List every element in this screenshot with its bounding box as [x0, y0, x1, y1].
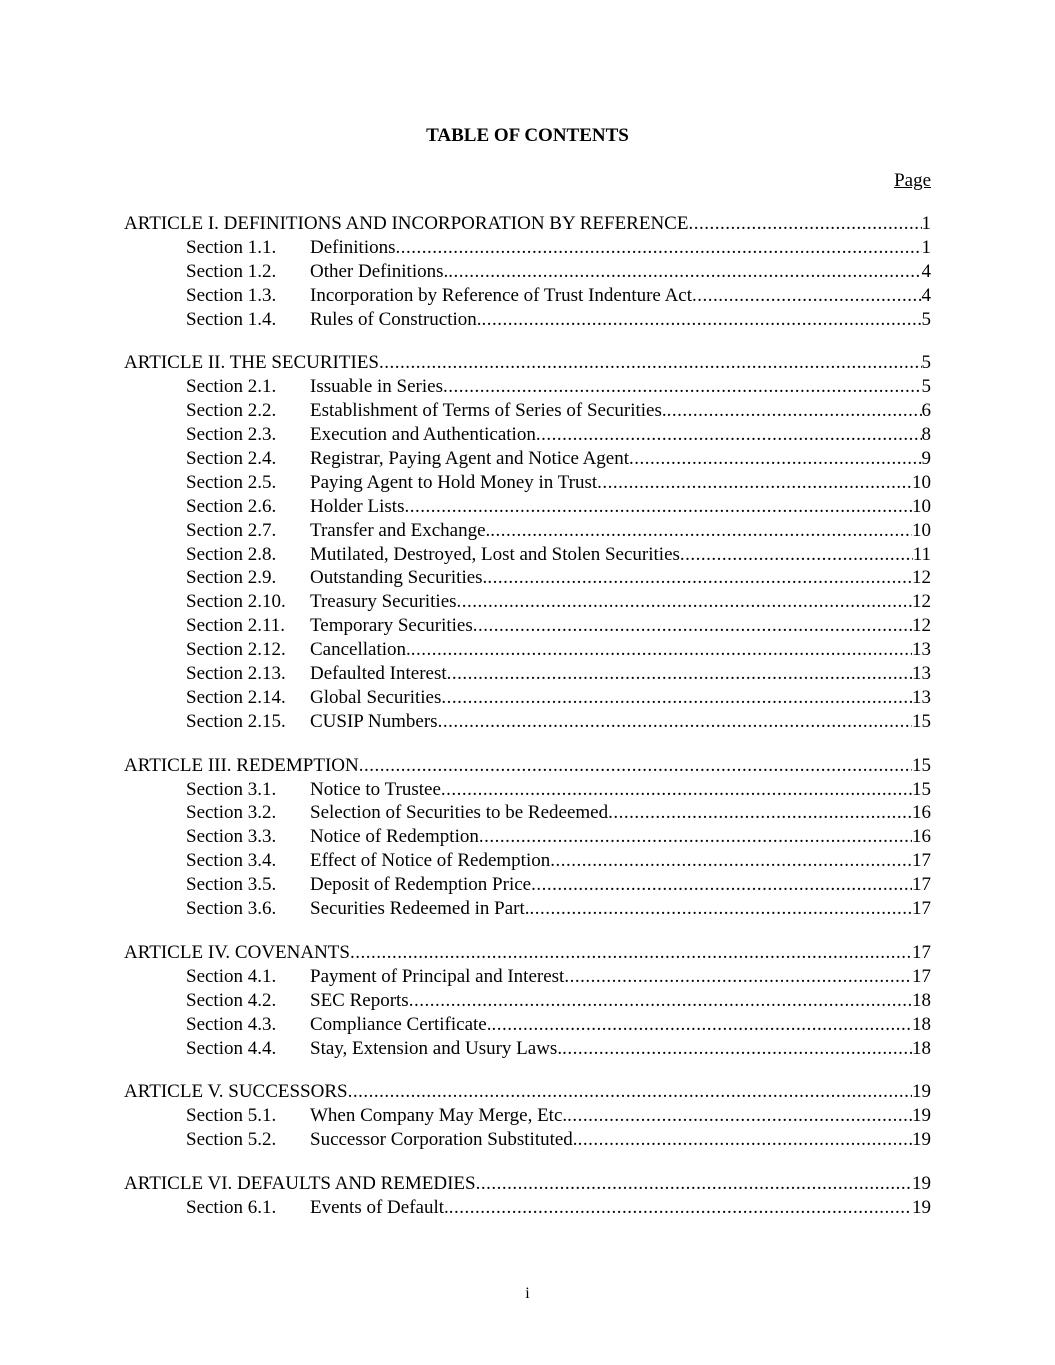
section-title: Holder Lists — [310, 495, 405, 517]
toc-section-row[interactable] — [124, 801, 931, 825]
section-number: Section 3.1. — [186, 778, 277, 800]
dot-leader — [536, 423, 922, 447]
dot-leader — [476, 1172, 912, 1196]
dot-leader — [531, 873, 912, 897]
toc-section-row[interactable] — [124, 375, 931, 399]
dot-leader — [667, 399, 922, 423]
section-number: Section 3.3. — [186, 826, 277, 848]
dot-leader — [457, 590, 912, 614]
dot-leader — [448, 260, 921, 284]
section-number: Section 2.4. — [186, 448, 277, 470]
toc-section-row[interactable] — [124, 638, 931, 662]
section-number: Section 3.5. — [186, 874, 277, 896]
article-title: ARTICLE VI. DEFAULTS AND REMEDIES — [124, 1173, 476, 1195]
section-title: Rules of Construction. — [310, 308, 482, 330]
article-title: ARTICLE III. REDEMPTION — [124, 754, 359, 776]
toc-section-row[interactable] — [124, 423, 931, 447]
section-title: Notice of Redemption — [310, 826, 479, 848]
toc-section-row[interactable] — [124, 614, 931, 638]
toc-section-row[interactable] — [124, 1128, 931, 1152]
section-title: Successor Corporation Substituted. — [310, 1129, 578, 1151]
section-number: Section 2.1. — [186, 376, 277, 398]
section-number: Section 2.12. — [186, 639, 286, 661]
toc-section-row[interactable] — [124, 989, 931, 1013]
dot-leader — [379, 351, 922, 375]
page-number: 6 — [921, 400, 931, 422]
section-title: Issuable in Series — [310, 376, 443, 398]
page-number: 19 — [912, 1129, 931, 1151]
toc-section-row[interactable] — [124, 897, 931, 921]
dot-leader — [473, 614, 912, 638]
toc-section-row[interactable] — [124, 284, 931, 308]
section-number: Section 1.3. — [186, 284, 277, 306]
dot-leader — [479, 825, 912, 849]
page-number: 5 — [921, 352, 931, 374]
section-number: Section 2.13. — [186, 663, 286, 685]
section-number: Section 2.3. — [186, 424, 277, 446]
page-number: 19 — [912, 1196, 931, 1218]
section-title: Outstanding Securities. — [310, 567, 488, 589]
toc-section-row[interactable] — [124, 543, 931, 567]
toc-section-row[interactable] — [124, 1037, 931, 1061]
section-title: Global Securities — [310, 686, 442, 708]
section-title: When Company May Merge, Etc. — [310, 1105, 568, 1127]
section-number: Section 4.4. — [186, 1037, 277, 1059]
page-number: 15 — [912, 754, 931, 776]
toc-article-row[interactable] — [124, 1080, 931, 1104]
section-title: Stay, Extension and Usury Laws. — [310, 1037, 563, 1059]
section-number: Section 1.4. — [186, 308, 277, 330]
toc-article-row[interactable] — [124, 212, 931, 236]
section-number: Section 2.14. — [186, 686, 286, 708]
dot-leader — [348, 1080, 912, 1104]
dot-leader — [438, 710, 912, 734]
toc-section-row[interactable] — [124, 566, 931, 590]
section-title: Deposit of Redemption Price — [310, 874, 532, 896]
page-number: 19 — [912, 1173, 931, 1195]
toc-section-row[interactable] — [124, 778, 931, 802]
toc-article-row[interactable] — [124, 941, 931, 965]
toc-article-row[interactable] — [124, 1172, 931, 1196]
section-title: Mutilated, Destroyed, Lost and Stolen Securities — [310, 543, 680, 565]
section-number: Section 2.15. — [186, 710, 286, 732]
dot-leader — [396, 236, 922, 260]
article-group — [124, 212, 931, 331]
page-number: 10 — [912, 471, 931, 493]
section-number: Section 2.6. — [186, 495, 277, 517]
article-title: ARTICLE V. SUCCESSORS — [124, 1081, 348, 1103]
toc-section-row[interactable] — [124, 471, 931, 495]
toc-section-row[interactable] — [124, 447, 931, 471]
dot-leader — [562, 1037, 912, 1061]
page-number: 15 — [912, 778, 931, 800]
section-number: Section 5.1. — [186, 1105, 277, 1127]
toc-section-row[interactable] — [124, 686, 931, 710]
section-title: Events of Default. — [310, 1196, 449, 1218]
page-number: 13 — [912, 686, 931, 708]
section-title: Compliance Certificate. — [310, 1013, 492, 1035]
dot-leader — [692, 284, 921, 308]
page-number: 12 — [912, 591, 931, 613]
toc-section-row[interactable] — [124, 260, 931, 284]
toc-section-row[interactable] — [124, 849, 931, 873]
section-title: Notice to Trustee — [310, 778, 441, 800]
dot-leader — [550, 849, 912, 873]
page-footer-number: i — [525, 1285, 530, 1302]
dot-leader — [359, 754, 912, 778]
toc-section-row[interactable] — [124, 1196, 931, 1220]
article-group — [124, 754, 931, 921]
page-number: 13 — [912, 639, 931, 661]
dot-leader — [441, 686, 912, 710]
section-title: Registrar, Paying Agent and Notice Agent — [310, 448, 630, 470]
page-number: 18 — [912, 1013, 931, 1035]
section-number: Section 3.2. — [186, 802, 277, 824]
page-number: 16 — [912, 802, 931, 824]
section-title: Securities Redeemed in Part. — [310, 898, 530, 920]
page-number: 17 — [912, 965, 931, 987]
page-number: 5 — [921, 376, 931, 398]
section-title: Payment of Principal and Interest — [310, 965, 565, 987]
toc-section-row[interactable] — [124, 1013, 931, 1037]
toc-title: TABLE OF CONTENTS — [426, 125, 629, 146]
page-number: 8 — [921, 424, 931, 446]
dot-leader — [441, 778, 912, 802]
section-number: Section 2.7. — [186, 519, 277, 541]
section-number: Section 2.5. — [186, 471, 277, 493]
section-title: Cancellation. — [310, 639, 411, 661]
page-number: 17 — [912, 941, 931, 963]
toc-section-row[interactable] — [124, 590, 931, 614]
toc-section-row[interactable] — [124, 662, 931, 686]
section-title: Other Definitions. — [310, 260, 449, 282]
page-number: 1 — [921, 236, 931, 258]
page-number: 12 — [912, 615, 931, 637]
dot-leader — [491, 1013, 912, 1037]
dot-leader — [629, 447, 921, 471]
section-title: Paying Agent to Hold Money in Trust — [310, 471, 598, 493]
section-number: Section 1.2. — [186, 260, 277, 282]
toc-article-row[interactable] — [124, 754, 931, 778]
dot-leader — [680, 543, 913, 567]
dot-leader — [404, 495, 912, 519]
section-title: Transfer and Exchange. — [310, 519, 491, 541]
section-title: Definitions — [310, 236, 396, 258]
dot-leader — [411, 638, 912, 662]
page-number: 5 — [921, 308, 931, 330]
toc-section-row[interactable] — [124, 1104, 931, 1128]
article-title: ARTICLE IV. COVENANTS — [124, 941, 350, 963]
dot-leader — [487, 566, 912, 590]
dot-leader — [350, 941, 912, 965]
dot-leader — [688, 212, 921, 236]
dot-leader — [578, 1128, 912, 1152]
section-number: Section 1.1. — [186, 236, 277, 258]
dot-leader — [482, 308, 922, 332]
dot-leader — [490, 519, 912, 543]
page-number: 4 — [921, 284, 931, 306]
section-title: Establishment of Terms of Series of Securities. — [310, 400, 667, 422]
page-number: 18 — [912, 989, 931, 1011]
dot-leader — [567, 1104, 912, 1128]
page-number: 17 — [912, 850, 931, 872]
dot-leader — [447, 662, 912, 686]
page-number: 11 — [912, 543, 931, 565]
section-title: Defaulted Interest — [310, 663, 447, 685]
toc-section-row[interactable] — [124, 399, 931, 423]
section-number: Section 4.3. — [186, 1013, 277, 1035]
toc-section-row[interactable] — [124, 236, 931, 260]
dot-leader — [449, 1196, 912, 1220]
section-number: Section 2.8. — [186, 543, 277, 565]
section-title: SEC Reports — [310, 989, 409, 1011]
page-number: 4 — [921, 260, 931, 282]
page-number: 17 — [912, 874, 931, 896]
section-number: Section 5.2. — [186, 1129, 277, 1151]
article-title: ARTICLE I. DEFINITIONS AND INCORPORATION BY REFERENCE — [124, 213, 689, 234]
section-number: Section 6.1. — [186, 1196, 277, 1218]
section-title: CUSIP Numbers — [310, 710, 438, 732]
page-column-label: Page — [894, 170, 931, 191]
table-of-contents — [124, 212, 931, 1240]
section-title: Incorporation by Reference of Trust Indenture Act — [310, 284, 693, 306]
toc-section-row[interactable] — [124, 965, 931, 989]
toc-section-row[interactable] — [124, 710, 931, 734]
toc-section-row[interactable] — [124, 873, 931, 897]
section-number: Section 3.6. — [186, 898, 277, 920]
page-number: 19 — [912, 1105, 931, 1127]
section-number: Section 2.9. — [186, 567, 277, 589]
article-group — [124, 941, 931, 1060]
toc-article-row[interactable] — [124, 351, 931, 375]
page-number: 10 — [912, 495, 931, 517]
page-number: 15 — [912, 710, 931, 732]
section-number: Section 2.10. — [186, 591, 286, 613]
article-group — [124, 351, 931, 733]
section-title: Temporary Securities — [310, 615, 473, 637]
page-number: 13 — [912, 663, 931, 685]
dot-leader — [530, 897, 913, 921]
dot-leader — [443, 375, 922, 399]
article-title: ARTICLE II. THE SECURITIES — [124, 352, 379, 374]
page-number: 18 — [912, 1037, 931, 1059]
dot-leader — [608, 801, 912, 825]
toc-section-row[interactable] — [124, 825, 931, 849]
section-number: Section 4.1. — [186, 965, 277, 987]
section-number: Section 3.4. — [186, 850, 277, 872]
page-number: 17 — [912, 898, 931, 920]
article-group — [124, 1172, 931, 1220]
toc-section-row[interactable] — [124, 308, 931, 332]
page-number: 19 — [912, 1081, 931, 1103]
dot-leader — [409, 989, 912, 1013]
section-number: Section 2.11. — [186, 615, 286, 637]
section-title: Effect of Notice of Redemption — [310, 850, 551, 872]
section-title: Selection of Securities to be Redeemed — [310, 802, 609, 824]
section-number: Section 4.2. — [186, 989, 277, 1011]
page-number: 1 — [921, 213, 931, 234]
page-number: 9 — [921, 448, 931, 470]
page-number: 16 — [912, 826, 931, 848]
section-title: Execution and Authentication — [310, 424, 536, 446]
dot-leader — [597, 471, 912, 495]
section-number: Section 2.2. — [186, 400, 277, 422]
dot-leader — [564, 965, 912, 989]
page-number: 10 — [912, 519, 931, 541]
article-group — [124, 1080, 931, 1152]
section-title: Treasury Securities — [310, 591, 457, 613]
page-number: 12 — [912, 567, 931, 589]
toc-section-row[interactable] — [124, 519, 931, 543]
toc-section-row[interactable] — [124, 495, 931, 519]
